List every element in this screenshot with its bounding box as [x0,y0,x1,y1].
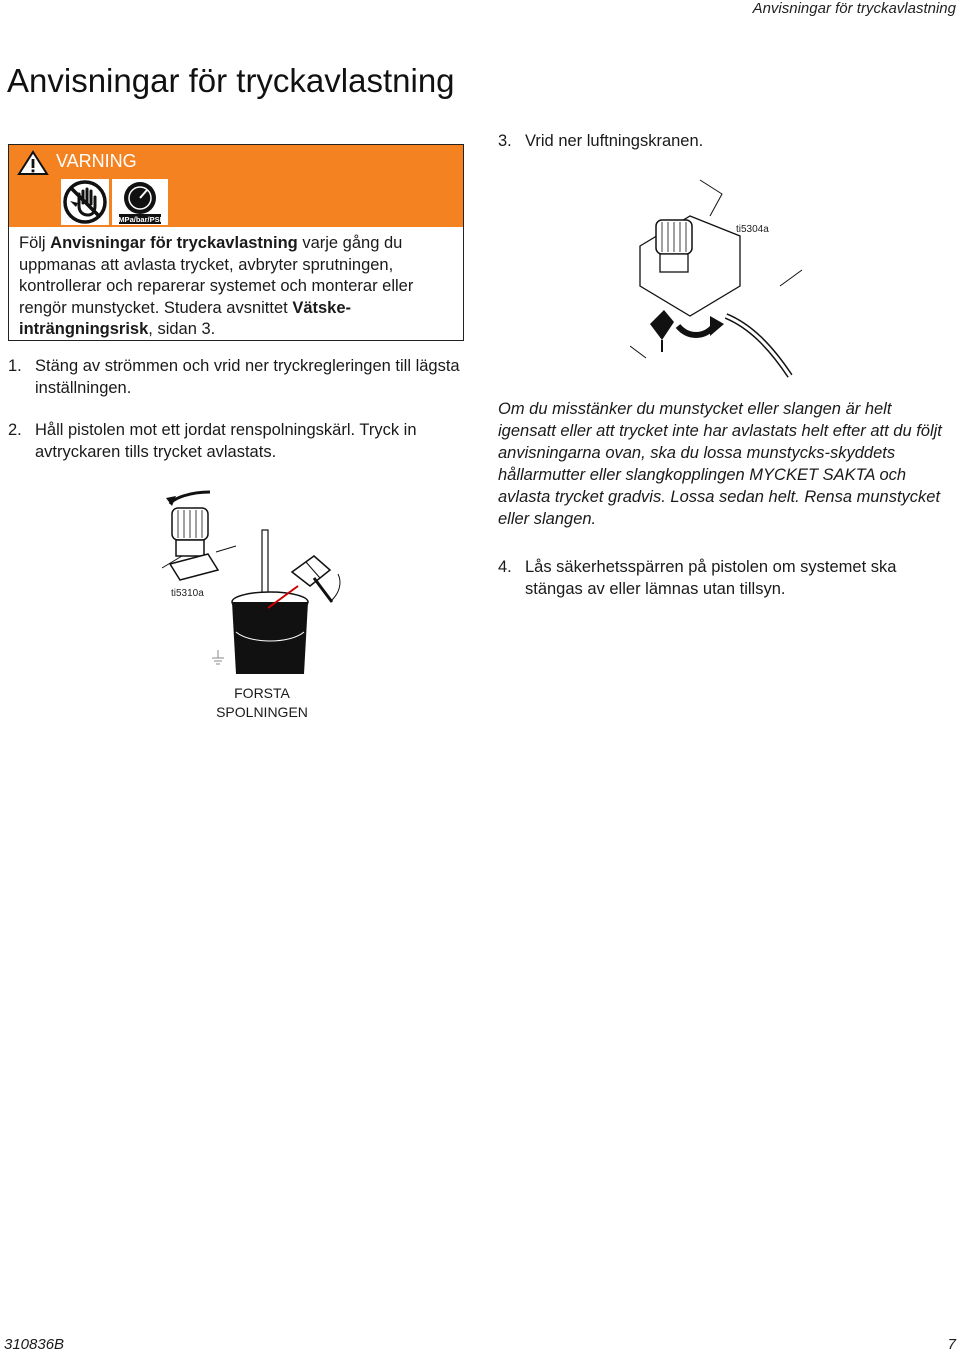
figure-id-label: ti5304a [736,224,769,235]
warning-label: VARNING [56,151,137,171]
running-header: Anvisningar för tryckavlastning [752,0,956,17]
step-text: Håll pistolen mot ett jordat renspolningskärl. Tryck in avtryckaren tills trycket avlastats. [35,421,417,461]
flush-pail-illustration [160,482,360,682]
warning-text-part: varje gång du uppmanas att avlasta trycket, avbryter sprutningen, kontrollerar och reparerar systemet och monterar eller rengör munstycket. Studera avsnittet [19,234,414,317]
no-hand-injection-icon [61,179,109,225]
document-number: 310836B [4,1336,65,1353]
warning-text [19,233,457,341]
warning-triangle-icon [17,150,49,176]
step-number: 2. [8,421,22,439]
warning-bold-part: Anvisningar för tryckavlastning [50,234,298,252]
pressure-unit-text: MPa/bar/PSI [118,215,162,224]
step-number: 3. [498,132,512,150]
warning-box [8,144,464,341]
warning-bold-part: Vätske-inträngningsrisk [19,298,352,338]
step-number: 1. [8,357,22,375]
warning-text-part: , sidan 3. [148,320,216,338]
step-text: Vrid ner luftningskranen. [525,132,704,150]
warning-band [9,145,463,227]
step-text: Stäng av strömmen och vrid ner tryckregleringen till lägsta inställningen. [35,357,460,397]
step-text: Lås säkerhetsspärren på pistolen om systemet ska stängas av eller lämnas utan tillsyn. [525,558,897,598]
prime-valve-illustration [630,176,810,386]
flush-caption: FORSTA SPOLNINGEN [216,685,308,720]
caution-note: Om du misstänker du munstycket eller slangen är helt igensatt eller att trycket inte har avlastats helt efter att du följt anvisningarna ovan, ska du lossa munstycks-skyddets hållarmutter eller slangkopplingen MYCKET SAKTA och avlasta trycket gradvis. Lossa sedan helt. Rensa munstycket eller slangen. [498,400,942,528]
figure-id-label: ti5310a [171,588,204,599]
page-number: 7 [947,1336,956,1353]
pressure-gauge-icon [112,179,168,225]
step-number: 4. [498,558,512,576]
warning-text-part: Följ [19,234,51,252]
page-title: Anvisningar för tryckavlastning [7,62,455,99]
